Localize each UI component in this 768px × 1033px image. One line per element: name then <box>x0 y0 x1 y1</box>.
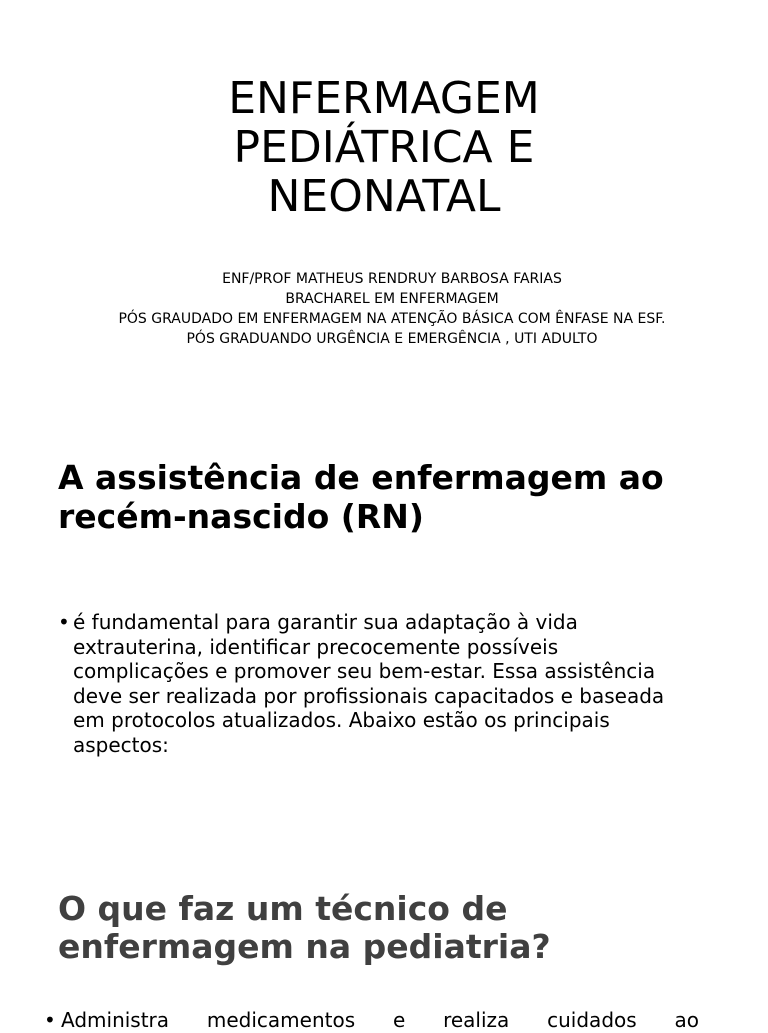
title-line-1: ENFERMAGEM <box>228 73 540 124</box>
author-degree: BRACHAREL EM ENFERMAGEM <box>285 291 499 307</box>
author-credentials <box>104 272 680 355</box>
bullet-icon: • <box>58 610 70 634</box>
author-postgrad: PÓS GRAUDADO EM ENFERMAGEM NA ATENÇÃO BÁSICA COM ÊNFASE NA ESF. <box>118 311 666 327</box>
bullet-text: é fundamental para garantir sua adaptação à vida extrauterina, identificar precocemente possíveis complicações e promover seu bem-estar. Essa assistência deve ser realizada por profissionais capacitados e baseada em protocolos atualizados. Abaixo estão os principais aspectos: <box>73 610 665 757</box>
author-name: ENF/PROF MATHEUS RENDRUY BARBOSA FARIAS <box>222 271 562 287</box>
title-slide <box>0 0 768 420</box>
slide-heading: A assistência de enfermagem ao recém-nascido (RN) <box>58 458 664 536</box>
presentation-title <box>0 74 768 221</box>
bullet-text: Administra medicamentos e realiza cuidados ao <box>61 1008 699 1032</box>
slide-heading: O que faz um técnico de enfermagem na pediatria? <box>58 889 551 966</box>
bullet-list <box>58 610 678 757</box>
bullet-list <box>44 1008 699 1033</box>
bullet-item <box>58 610 678 757</box>
title-line-3: NEONATAL <box>267 171 501 222</box>
bullet-item <box>44 1008 699 1033</box>
author-postgrad-ongoing: PÓS GRADUANDO URGÊNCIA E EMERGÊNCIA , UTI ADULTO <box>186 331 598 347</box>
bullet-icon: • <box>44 1008 56 1032</box>
content-slide-newborn-care <box>0 430 768 830</box>
content-slide-pediatric-technician <box>0 862 768 1032</box>
title-line-2: PEDIÁTRICA E <box>233 122 535 173</box>
